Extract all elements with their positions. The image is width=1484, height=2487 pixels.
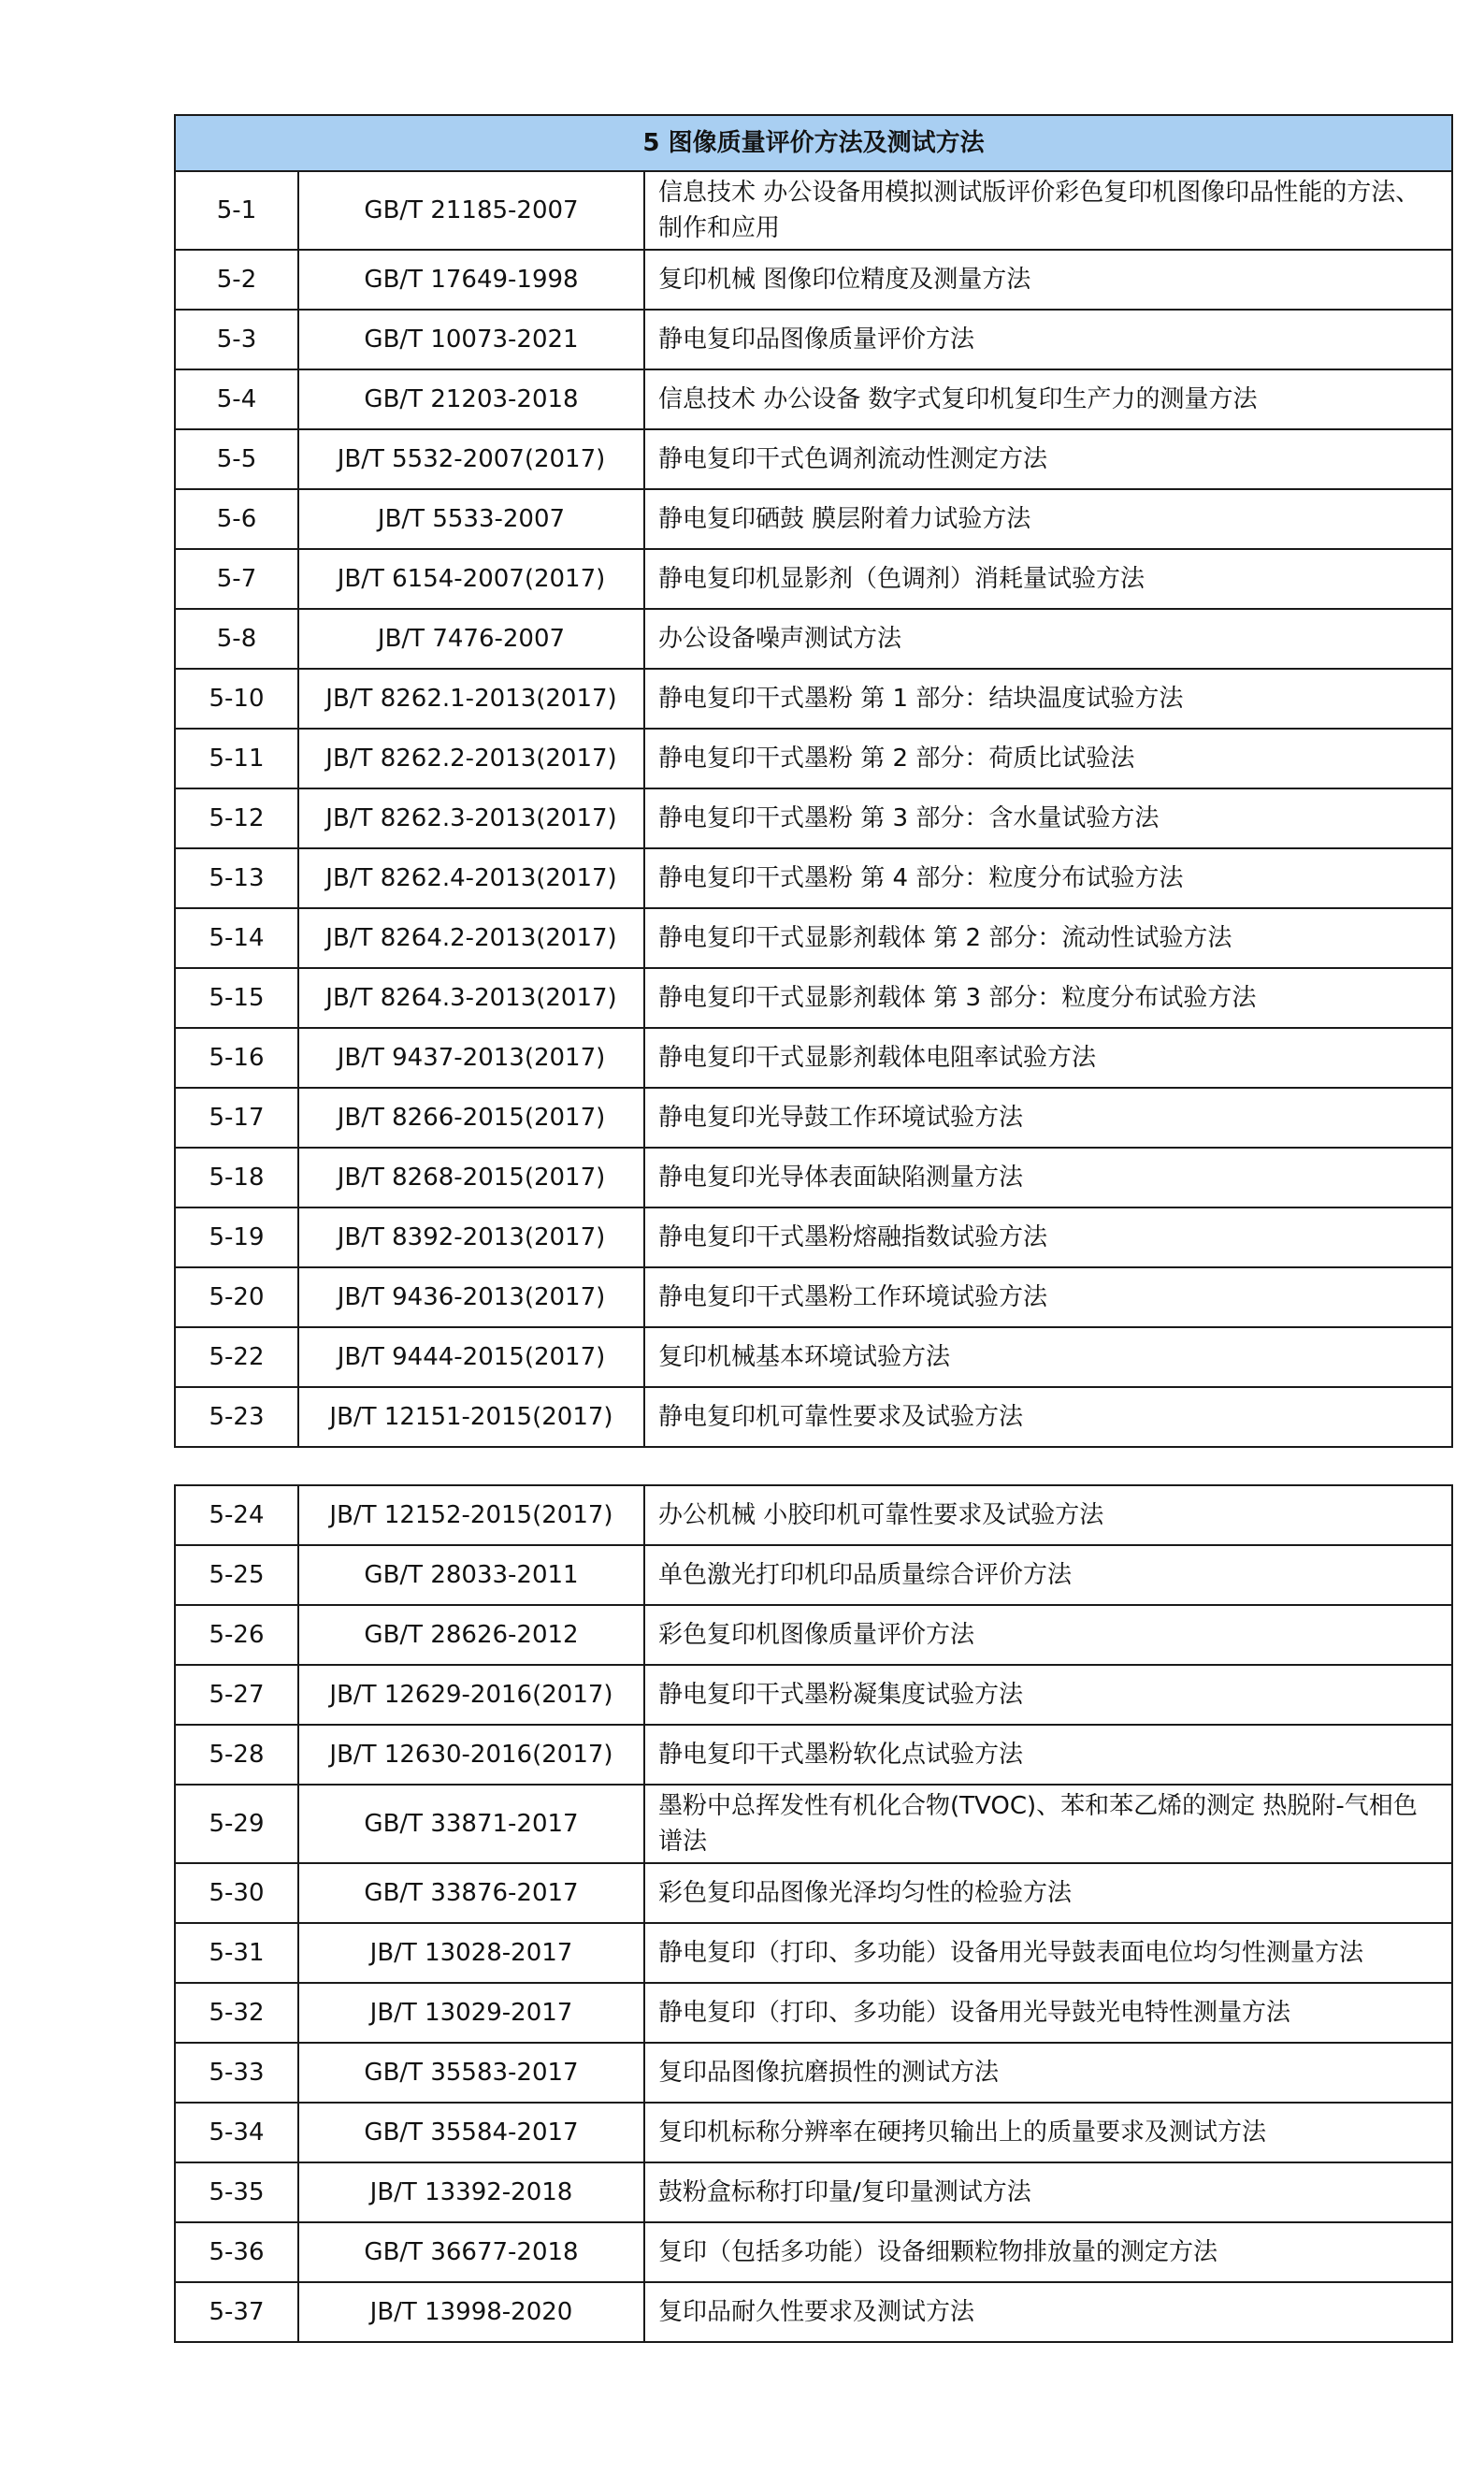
standard-number: 5-12 — [175, 788, 298, 848]
standard-number: 5-20 — [175, 1267, 298, 1327]
table-row — [175, 1327, 1452, 1387]
standard-code: JB/T 13998-2020 — [298, 2282, 644, 2342]
standard-number: 5-6 — [175, 489, 298, 549]
standard-number: 5-4 — [175, 369, 298, 429]
standard-title: 复印品图像抗磨损性的测试方法 — [644, 2043, 1452, 2103]
standard-code: JB/T 8262.2-2013(2017) — [298, 729, 644, 788]
standard-code: JB/T 12629-2016(2017) — [298, 1665, 644, 1725]
table-row — [175, 788, 1452, 848]
standard-number: 5-23 — [175, 1387, 298, 1447]
standard-title: 鼓粉盒标称打印量/复印量测试方法 — [644, 2162, 1452, 2222]
standard-title: 静电复印干式墨粉 第 1 部分：结块温度试验方法 — [644, 669, 1452, 729]
standard-number: 5-19 — [175, 1207, 298, 1267]
standard-code: GB/T 10073-2021 — [298, 310, 644, 369]
standard-code: GB/T 33876-2017 — [298, 1863, 644, 1923]
standards-table-part-2 — [174, 1484, 1453, 2343]
standard-code: JB/T 7476-2007 — [298, 609, 644, 669]
standard-code: JB/T 9436-2013(2017) — [298, 1267, 644, 1327]
table-row — [175, 2282, 1452, 2342]
standard-number: 5-10 — [175, 669, 298, 729]
table-row — [175, 310, 1452, 369]
standard-code: JB/T 12630-2016(2017) — [298, 1725, 644, 1785]
table-row — [175, 1387, 1452, 1447]
standard-number: 5-28 — [175, 1725, 298, 1785]
table-row — [175, 171, 1452, 250]
standard-number: 5-25 — [175, 1545, 298, 1605]
table-row — [175, 1725, 1452, 1785]
table-row — [175, 968, 1452, 1028]
standard-code: GB/T 28626-2012 — [298, 1605, 644, 1665]
standard-title: 单色激光打印机印品质量综合评价方法 — [644, 1545, 1452, 1605]
standard-number: 5-24 — [175, 1485, 298, 1545]
standard-title: 复印品耐久性要求及测试方法 — [644, 2282, 1452, 2342]
standard-code: GB/T 28033-2011 — [298, 1545, 644, 1605]
standard-title: 静电复印干式墨粉熔融指数试验方法 — [644, 1207, 1452, 1267]
standard-code: JB/T 8266-2015(2017) — [298, 1088, 644, 1148]
standard-code: JB/T 13028-2017 — [298, 1923, 644, 1983]
standard-code: GB/T 21203-2018 — [298, 369, 644, 429]
table-row — [175, 1267, 1452, 1327]
standard-number: 5-16 — [175, 1028, 298, 1088]
table-row — [175, 669, 1452, 729]
table-row — [175, 1148, 1452, 1207]
table-row — [175, 1785, 1452, 1863]
table-row — [175, 729, 1452, 788]
table-row — [175, 2222, 1452, 2282]
standard-number: 5-27 — [175, 1665, 298, 1725]
table-row — [175, 429, 1452, 489]
standard-code: JB/T 12152-2015(2017) — [298, 1485, 644, 1545]
standard-number: 5-2 — [175, 250, 298, 310]
table-row — [175, 1485, 1452, 1545]
standard-code: JB/T 8392-2013(2017) — [298, 1207, 644, 1267]
standard-title: 静电复印（打印、多功能）设备用光导鼓光电特性测量方法 — [644, 1983, 1452, 2043]
table-row — [175, 250, 1452, 310]
standard-code: JB/T 6154-2007(2017) — [298, 549, 644, 609]
standard-title: 办公机械 小胶印机可靠性要求及试验方法 — [644, 1485, 1452, 1545]
standard-code: JB/T 8262.3-2013(2017) — [298, 788, 644, 848]
standard-code: JB/T 12151-2015(2017) — [298, 1387, 644, 1447]
standard-code: GB/T 35583-2017 — [298, 2043, 644, 2103]
standard-number: 5-32 — [175, 1983, 298, 2043]
standard-code: GB/T 17649-1998 — [298, 250, 644, 310]
standard-code: GB/T 21185-2007 — [298, 171, 644, 250]
table-row — [175, 908, 1452, 968]
standard-title: 复印机标称分辨率在硬拷贝输出上的质量要求及测试方法 — [644, 2103, 1452, 2162]
section-title: 5 图像质量评价方法及测试方法 — [175, 115, 1452, 171]
standard-number: 5-22 — [175, 1327, 298, 1387]
standard-number: 5-37 — [175, 2282, 298, 2342]
standard-title: 静电复印（打印、多功能）设备用光导鼓表面电位均匀性测量方法 — [644, 1923, 1452, 1983]
standard-title: 信息技术 办公设备 数字式复印机复印生产力的测量方法 — [644, 369, 1452, 429]
standard-code: JB/T 13392-2018 — [298, 2162, 644, 2222]
standard-number: 5-36 — [175, 2222, 298, 2282]
table-row — [175, 2162, 1452, 2222]
standard-number: 5-33 — [175, 2043, 298, 2103]
table-row — [175, 609, 1452, 669]
standard-code: JB/T 5533-2007 — [298, 489, 644, 549]
standard-number: 5-35 — [175, 2162, 298, 2222]
standard-title: 静电复印机显影剂（色调剂）消耗量试验方法 — [644, 549, 1452, 609]
standard-number: 5-34 — [175, 2103, 298, 2162]
table-row — [175, 1863, 1452, 1923]
standard-title: 复印机械 图像印位精度及测量方法 — [644, 250, 1452, 310]
table-row — [175, 1605, 1452, 1665]
standard-code: GB/T 35584-2017 — [298, 2103, 644, 2162]
standard-title: 复印（包括多功能）设备细颗粒物排放量的测定方法 — [644, 2222, 1452, 2282]
standard-code: GB/T 36677-2018 — [298, 2222, 644, 2282]
standard-title: 静电复印干式墨粉 第 2 部分：荷质比试验法 — [644, 729, 1452, 788]
standard-number: 5-15 — [175, 968, 298, 1028]
table-row — [175, 2103, 1452, 2162]
standard-number: 5-26 — [175, 1605, 298, 1665]
standard-code: JB/T 8264.3-2013(2017) — [298, 968, 644, 1028]
standard-title: 静电复印干式墨粉 第 4 部分：粒度分布试验方法 — [644, 848, 1452, 908]
standard-number: 5-13 — [175, 848, 298, 908]
standard-title: 静电复印品图像质量评价方法 — [644, 310, 1452, 369]
standard-title: 静电复印干式显影剂载体电阻率试验方法 — [644, 1028, 1452, 1088]
table-row — [175, 1545, 1452, 1605]
standard-number: 5-7 — [175, 549, 298, 609]
table-row — [175, 1088, 1452, 1148]
standard-code: JB/T 9437-2013(2017) — [298, 1028, 644, 1088]
standard-code: JB/T 8268-2015(2017) — [298, 1148, 644, 1207]
standard-title: 墨粉中总挥发性有机化合物(TVOC)、苯和苯乙烯的测定 热脱附-气相色谱法 — [644, 1785, 1452, 1863]
table-row — [175, 1665, 1452, 1725]
table-row — [175, 1983, 1452, 2043]
standard-number: 5-18 — [175, 1148, 298, 1207]
standard-title: 静电复印干式墨粉工作环境试验方法 — [644, 1267, 1452, 1327]
table-row — [175, 489, 1452, 549]
standard-title: 静电复印机可靠性要求及试验方法 — [644, 1387, 1452, 1447]
standard-number: 5-3 — [175, 310, 298, 369]
standard-title: 静电复印干式显影剂载体 第 2 部分：流动性试验方法 — [644, 908, 1452, 968]
table-row — [175, 549, 1452, 609]
standard-number: 5-17 — [175, 1088, 298, 1148]
standard-code: JB/T 9444-2015(2017) — [298, 1327, 644, 1387]
standard-title: 静电复印光导体表面缺陷测量方法 — [644, 1148, 1452, 1207]
standard-code: JB/T 13029-2017 — [298, 1983, 644, 2043]
standard-title: 静电复印干式显影剂载体 第 3 部分：粒度分布试验方法 — [644, 968, 1452, 1028]
standard-number: 5-29 — [175, 1785, 298, 1863]
table-row — [175, 1923, 1452, 1983]
standard-code: JB/T 8262.4-2013(2017) — [298, 848, 644, 908]
table-row — [175, 1028, 1452, 1088]
standard-number: 5-8 — [175, 609, 298, 669]
standard-code: GB/T 33871-2017 — [298, 1785, 644, 1863]
table-row — [175, 1207, 1452, 1267]
standard-number: 5-11 — [175, 729, 298, 788]
standard-title: 静电复印光导鼓工作环境试验方法 — [644, 1088, 1452, 1148]
standard-number: 5-30 — [175, 1863, 298, 1923]
standard-title: 彩色复印品图像光泽均匀性的检验方法 — [644, 1863, 1452, 1923]
standard-title: 复印机械基本环境试验方法 — [644, 1327, 1452, 1387]
standard-code: JB/T 8262.1-2013(2017) — [298, 669, 644, 729]
standard-code: JB/T 8264.2-2013(2017) — [298, 908, 644, 968]
standard-code: JB/T 5532-2007(2017) — [298, 429, 644, 489]
table-row — [175, 848, 1452, 908]
table-row — [175, 369, 1452, 429]
standard-title: 静电复印干式墨粉软化点试验方法 — [644, 1725, 1452, 1785]
standard-title: 静电复印硒鼓 膜层附着力试验方法 — [644, 489, 1452, 549]
standard-title: 静电复印干式墨粉 第 3 部分：含水量试验方法 — [644, 788, 1452, 848]
standard-number: 5-1 — [175, 171, 298, 250]
standard-number: 5-31 — [175, 1923, 298, 1983]
standard-title: 信息技术 办公设备用模拟测试版评价彩色复印机图像印品性能的方法、制作和应用 — [644, 171, 1452, 250]
standard-title: 办公设备噪声测试方法 — [644, 609, 1452, 669]
section-header-row — [175, 115, 1452, 171]
table-row — [175, 2043, 1452, 2103]
standard-number: 5-5 — [175, 429, 298, 489]
standard-title: 静电复印干式色调剂流动性测定方法 — [644, 429, 1452, 489]
standards-table-part-1 — [174, 114, 1453, 1448]
standard-title: 静电复印干式墨粉凝集度试验方法 — [644, 1665, 1452, 1725]
standard-title: 彩色复印机图像质量评价方法 — [644, 1605, 1452, 1665]
standard-number: 5-14 — [175, 908, 298, 968]
